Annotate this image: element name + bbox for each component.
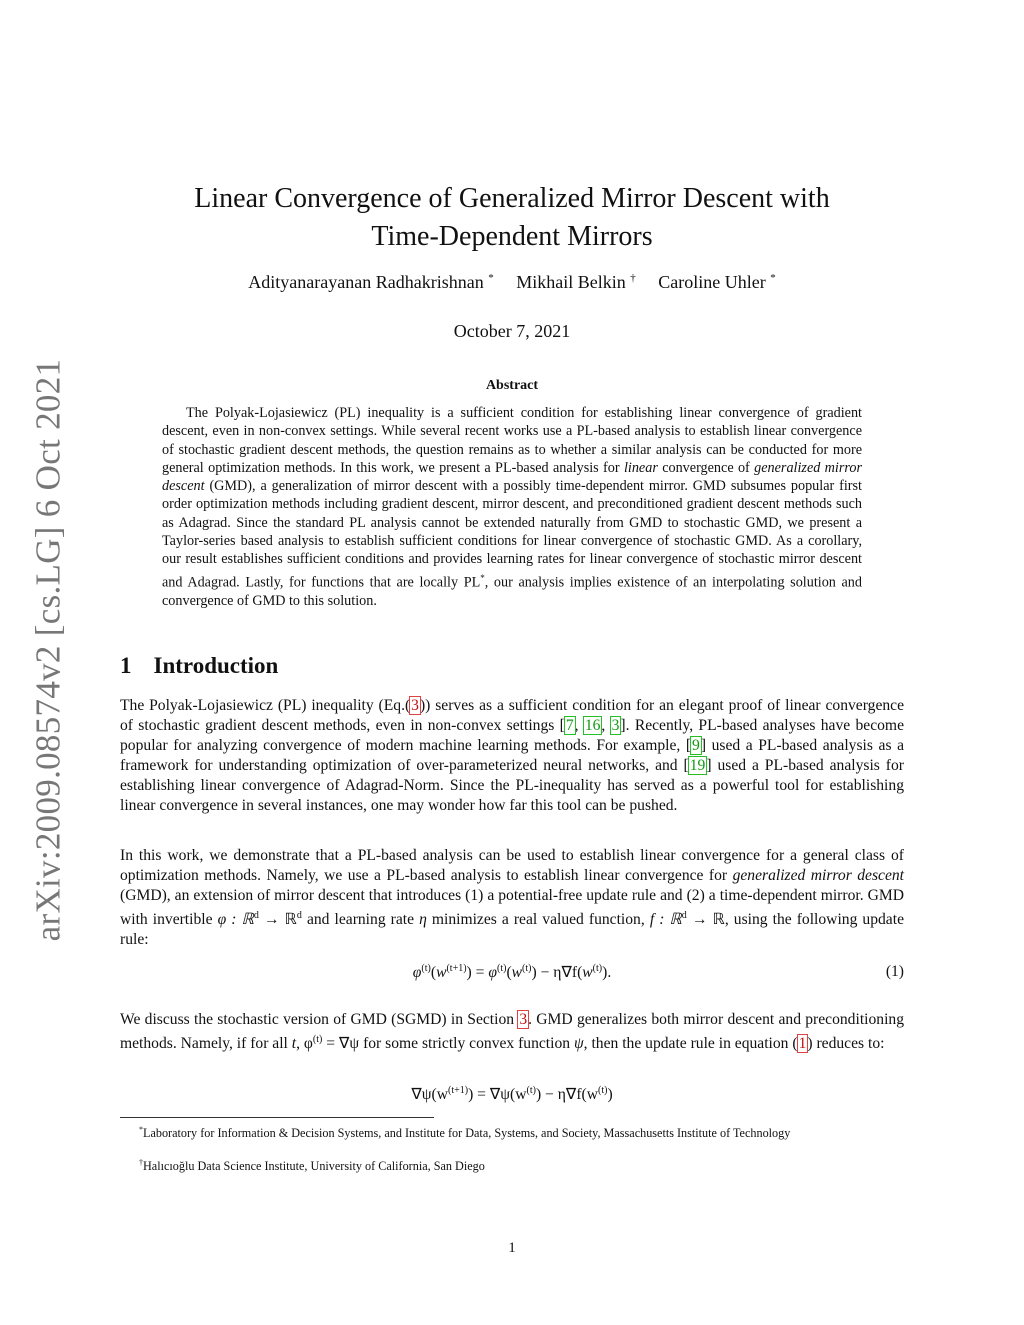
author-mark: * <box>488 272 494 284</box>
paragraph-text: , <box>574 717 584 734</box>
math-symbol: φ <box>488 964 497 982</box>
equation-ref-link[interactable]: 1 <box>798 1035 807 1053</box>
intro-paragraph-1 <box>120 696 904 816</box>
equation-body <box>120 1085 904 1104</box>
section-ref-link[interactable]: 3 <box>519 1011 528 1028</box>
math-symbol: w <box>436 964 447 982</box>
paragraph-text: . GMD generalizes both mirror descent and preconditioning methods. Namely, if for all <box>120 1011 904 1053</box>
math-superscript: (t) <box>496 963 507 974</box>
author <box>248 272 493 292</box>
author <box>658 272 775 292</box>
math-superscript: d <box>253 910 259 921</box>
author-list <box>120 272 904 293</box>
author-name: Adityanarayanan Radhakrishnan <box>248 272 484 292</box>
paragraph-text: , using the following update rule: <box>120 911 904 949</box>
math-inline: f : ℝ <box>649 911 682 929</box>
math-inline: η <box>419 911 427 929</box>
footnote-divider <box>120 1117 434 1118</box>
paragraph-text: for some strictly convex function <box>359 1035 574 1053</box>
author-mark: * <box>770 272 776 284</box>
title-line-2: Time-Dependent Mirrors <box>371 221 653 252</box>
abstract-text: convergence of <box>657 459 755 476</box>
paragraph-text: )) serves as a sufficient condition for an elegant proof of linear convergence of stochastic gradient descent methods, even in non-convex settings [ <box>120 697 905 734</box>
arxiv-stamp-text: arXiv:2009.08574v2 [cs.LG] 6 Oct 2021 <box>28 358 68 942</box>
equation-ref-link[interactable]: 3 <box>411 697 419 714</box>
math-superscript: d <box>681 910 687 921</box>
title-line-1: Linear Convergence of Generalized Mirror Descent with <box>194 183 830 214</box>
paragraph-text: ] used a PL-based analysis for establishing linear convergence of Adagrad-Norm. Since the PL-inequality has served as a powerful tool for establishing linear convergence in several instances, one may wonder how far this tool can be pushed. <box>120 757 904 814</box>
paragraph-text: (GMD), an extension of mirror descent that introduces (1) a potential-free update rule and (2) a time-dependent mirror. GMD with invertible <box>120 887 904 929</box>
section-heading <box>120 653 904 679</box>
abstract-text: (GMD), a generalization of mirror descent with a possibly time-dependent mirror. GMD subsumes popular first order optimization methods including gradient descent, mirror descent, and preconditioned gradient descent methods such as Adagrad. Since the standard PL analysis cannot be extended naturally from GMD to stochastic GMD, we present a Taylor-series based analysis to establish sufficient conditions for linear convergence of stochastic GMD. As a corollary, our result establishes sufficient conditions and provides learning rates for linear convergence of stochastic mirror descent and Adagrad. Lastly, for functions that are locally PL <box>162 478 862 591</box>
math-text: ) = ∇ψ(w <box>468 1086 527 1104</box>
abstract-emphasis: generalized mirror descent <box>162 459 863 495</box>
math-inline: t <box>291 1035 297 1053</box>
math-symbol: w <box>511 964 523 982</box>
section-title: Introduction <box>153 653 279 678</box>
arxiv-stamp <box>22 358 74 942</box>
author-name: Caroline Uhler <box>658 272 766 292</box>
footnote-1 <box>120 1122 904 1141</box>
paragraph-text: The Polyak-Lojasiewicz (PL) inequality (Eq.( <box>120 697 411 714</box>
math-symbol: φ <box>412 964 422 982</box>
math-superscript: (t) <box>592 963 603 974</box>
author-name: Mikhail Belkin <box>516 272 626 292</box>
footnote-mark: † <box>139 1158 143 1167</box>
footnote-mark: * <box>139 1125 143 1134</box>
paragraph-text: , <box>601 717 611 734</box>
citation-link[interactable]: 19 <box>689 757 706 774</box>
citation-link[interactable]: 9 <box>692 737 700 754</box>
paragraph-text: We discuss the stochastic version of GMD (SGMD) in Section <box>120 1011 519 1028</box>
paragraph-emphasis: generalized mirror descent <box>732 867 904 884</box>
abstract-superscript: * <box>480 572 485 583</box>
section-number: 1 <box>120 653 132 678</box>
paragraph-text: ] used a PL-based analysis as a framework for understanding optimization of over-parameterized neural networks, and [ <box>120 737 904 774</box>
math-superscript: (t) <box>522 963 532 974</box>
abstract-text: , our analysis implies existence of an interpolating solution and convergence of GMD to this solution. <box>162 574 862 609</box>
author <box>516 272 636 292</box>
math-text: ) − η∇f(w <box>535 1086 598 1104</box>
author-mark: † <box>630 272 636 284</box>
paragraph-text: ]. Recently, PL-based analyses have become popular for analyzing convergence of modern machine learning methods. For example, [ <box>120 717 904 754</box>
math-superscript: (t+1) <box>446 963 467 974</box>
citation-link[interactable]: 7 <box>565 717 574 734</box>
math-symbol: w <box>582 964 593 982</box>
intro-paragraph-3 <box>120 1010 904 1054</box>
math-superscript: (t) <box>312 1034 323 1045</box>
footnote-2 <box>120 1155 904 1174</box>
math-text: ) − η∇f( <box>531 964 583 982</box>
paper-date: October 7, 2021 <box>453 321 571 341</box>
footnote-text: Halıcıoğlu Data Science Institute, University of California, San Diego <box>143 1159 485 1174</box>
abstract-text: The Polyak-Lojasiewicz (PL) inequality is a sufficient condition for establishing linear convergence of gradient descent, even in non-convex settings. While several recent works use a PL-based analysis to establish linear convergence of stochastic gradient descent methods, the question remains as to whether a similar analysis can be conducted for more general optimization methods. In this work, we present a PL-based analysis for <box>162 405 862 476</box>
paragraph-text: minimizes a real valued function, <box>426 911 650 929</box>
footnote-text: Laboratory for Information & Decision Systems, and Institute for Data, Systems, and Society, Massachusetts Institute of Technology <box>143 1126 791 1141</box>
math-text: ∇ψ(w <box>411 1086 448 1104</box>
math-inline: → ℝ <box>258 911 297 929</box>
math-superscript: (t) <box>598 1085 608 1096</box>
paragraph-text: In this work, we demonstrate that a PL-based analysis can be used to establish linear convergence for a general class of optimization methods. Namely, we use a PL-based analysis to establish linear convergence for <box>120 847 904 884</box>
equation-2 <box>120 1085 904 1107</box>
abstract-body <box>162 404 862 610</box>
equation-1 <box>120 963 904 985</box>
abstract-emphasis: linear <box>623 459 658 476</box>
citation-link[interactable]: 3 <box>611 717 620 734</box>
paper-title <box>120 180 904 256</box>
citation-link[interactable]: 16 <box>584 717 601 734</box>
equation-number: (1) <box>885 963 904 980</box>
math-inline: ψ <box>573 1035 584 1053</box>
abstract-heading: Abstract <box>485 378 539 393</box>
math-superscript: d <box>296 910 302 921</box>
math-inline: → ℝ <box>686 911 725 929</box>
paragraph-text: and learning rate <box>301 911 420 929</box>
intro-paragraph-2 <box>120 846 904 950</box>
page-number: 1 <box>508 1240 516 1256</box>
math-inline: , φ <box>296 1035 313 1053</box>
math-inline: = ∇ψ <box>322 1035 360 1053</box>
math-superscript: (t) <box>526 1085 536 1096</box>
math-inline: φ : ℝ <box>217 911 254 929</box>
math-superscript: (t) <box>421 963 431 974</box>
math-text: ) <box>607 1086 613 1104</box>
paragraph-text: ) reduces to: <box>807 1035 885 1053</box>
math-superscript: (t+1) <box>448 1085 469 1096</box>
equation-body: $\varphi^{(t)}(w^{(t+1)}) = \varphi^{(t)}(w^{(t)}) - \eta\nabla f(w^{(t)})$. <box>412 963 612 982</box>
paragraph-text: , then the update rule in equation ( <box>583 1035 798 1053</box>
